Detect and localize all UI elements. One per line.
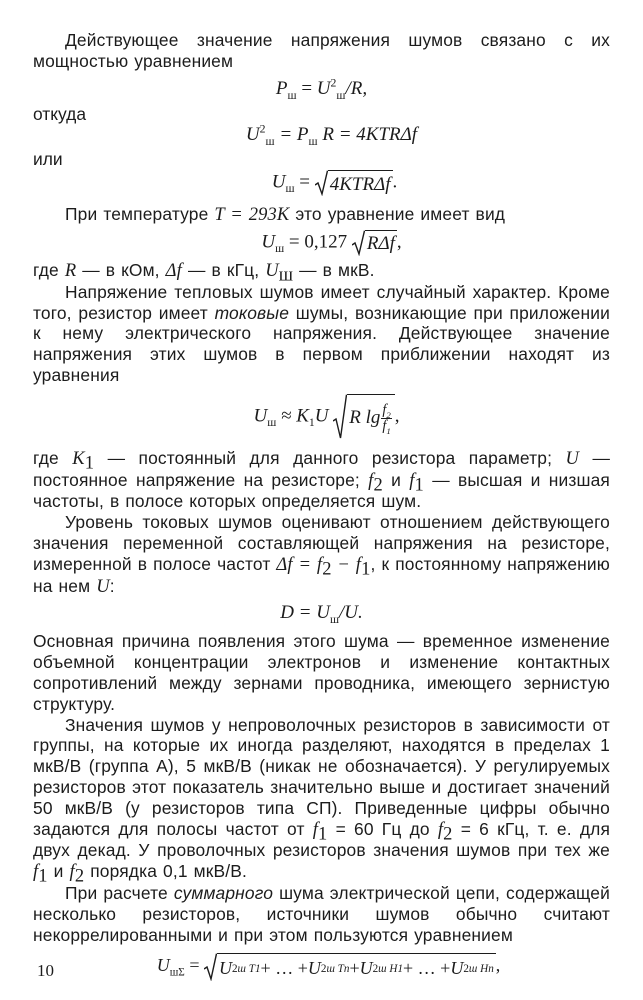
formula-power: $P_ш = U^2_ш/R$, (275, 76, 368, 102)
paragraph-noise-cause: Основная причина появления этого шума — временное изменение объемной концентрации электронов и изменение контактных сопротивлений между зернами проводника, имеющего зернистую структуру. (33, 631, 610, 714)
radical-sign: RΔf (352, 230, 397, 256)
emphasis-current-noise: токовые (214, 302, 290, 323)
formula-voltage-temperature: $U_ш = 0,127$ RΔf , (261, 231, 402, 256)
emphasis-total: суммарного (173, 882, 274, 903)
paragraph-total-noise: При расчете суммарного шума электрической цепи, содержащей несколько резисторов, источники шумов обычно считают некоррелированными и при этом пользуются уравнением (33, 882, 610, 945)
radical-sign: 4KTRΔf (315, 170, 393, 196)
paragraph-units: где R — в кОм, Δf — в кГц, $U_ш$ — в мкВ. (33, 259, 375, 286)
radical-sign: U 2 ш T1 + … + U 2 ш Tn + U 2 ш H1 + … + U 2 ш Hn (204, 953, 496, 981)
radical-sign: R lg $\frac{f_2}{f_1}$ (333, 394, 395, 440)
paragraph-parameter-definitions: где $K_1$ — постоянный для данного резистора параметр; U — постоянное напряжение на резисторе; $f_2$ и $f_1$ — высшая и низшая частоты, в полосе которых определяется шум. (33, 447, 610, 512)
formula-voltage-squared: $U^2_ш = P_ш$ R = 4KTRΔf (245, 123, 418, 149)
formula-noise-ratio: $D = U_ш/U$. (280, 602, 363, 627)
formula-voltage-root: $U_ш$ = 4KTRΔf . (271, 171, 398, 196)
word-otkuda: откуда (33, 103, 86, 124)
formula-current-noise: $U_ш \approx K_1U$ R lg $\frac{f_2}{f_1}$ , (43, 394, 610, 440)
paragraph-thermal-noise: Напряжение тепловых шумов имеет случайный характер. Кроме того, резистор имеет токовые шумы, возникающие при приложении к нему электрического напряжения. Действующее значение напряжения этих шумов в первом приближении находят из уравнения (33, 281, 610, 385)
page-number: 10 (37, 961, 54, 980)
word-ili: или (33, 149, 63, 170)
formula-total-noise: $U_{ш\Sigma}$ = U 2 ш T1 + … + U 2 ш Tn + U 2 ш H1 + … + U 2 ш Hn , (47, 953, 610, 981)
paragraph-power-relation: Действующее значение напряжения шумов связано с их мощностью уравнением (33, 30, 610, 71)
paragraph-noise-level: Уровень токовых шумов оценивают отношением действующего значения переменной составляющей напряжения на резисторе, измеренной в полосе частот $\Delta f = f_2 - f_1$, к постоянному напряжению на нем U: (33, 512, 610, 597)
paragraph-noise-values: Значения шумов у непроволочных резисторов в зависимости от группы, на которые их иногда разделяют, находятся в пределах 1 мкВ/В (группа А), 5 мкВ/В (никак не обозначается). У регулируемых резисторов этот показатель значительно выше и достигает значений 50 мкВ/В (у резисторов типа СП). Приведенные цифры обычно задаются для полосы частот от $f_1 = 60$ Гц до $f_2 = 6$ кГц, т. е. для двух декад. У проволочных резисторов значения шумов при тех же $f_1$ и $f_2$ порядка 0,1 мкВ/В. (33, 714, 611, 887)
fraction-f2-f1: $\frac{f_2}{f_1}$ (382, 401, 391, 436)
page-content (33, 30, 610, 981)
paragraph-temperature: При температуре T = 293K это уравнение имеет вид (65, 204, 506, 226)
